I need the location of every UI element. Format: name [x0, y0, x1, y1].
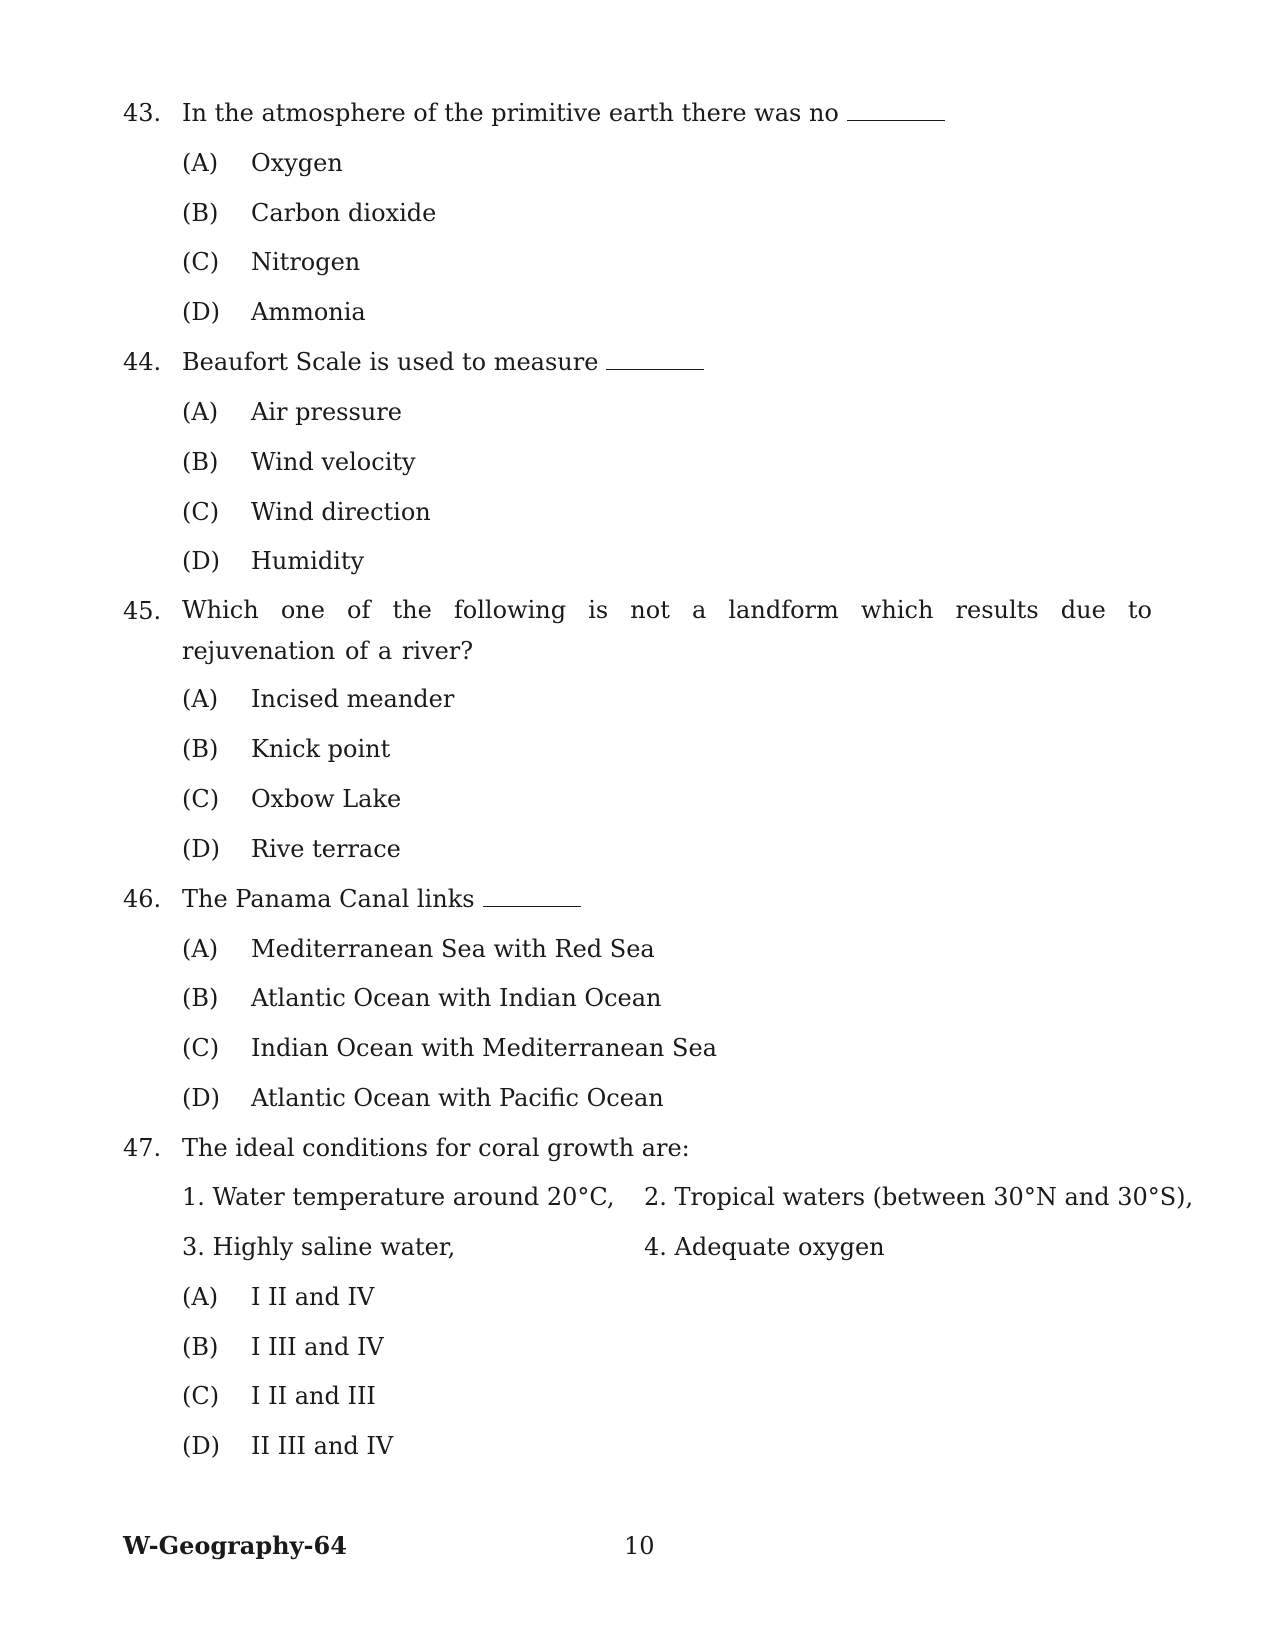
- option-text: I III and IV: [251, 1333, 384, 1361]
- option-label: (B): [182, 448, 219, 476]
- option-text: Humidity: [251, 547, 365, 575]
- option-text: Indian Ocean with Mediterranean Sea: [251, 1034, 717, 1062]
- option-label: (B): [182, 1333, 219, 1361]
- option-label: (C): [182, 1034, 220, 1062]
- option-text: II III and IV: [251, 1432, 394, 1460]
- option-text: Atlantic Ocean with Pacific Ocean: [251, 1084, 664, 1112]
- option-label: (C): [182, 498, 220, 526]
- option-text: Nitrogen: [251, 248, 361, 276]
- condition-statement: 3. Highly saline water,: [182, 1233, 456, 1261]
- option-label: (C): [182, 1382, 220, 1410]
- question-number: 47.: [123, 1134, 162, 1162]
- question-text: The Panama Canal links: [182, 885, 475, 913]
- option-text: Incised meander: [251, 685, 455, 713]
- option-text: Atlantic Ocean with Indian Ocean: [251, 984, 662, 1012]
- page-number: 10: [624, 1532, 655, 1560]
- option-text: I II and III: [251, 1382, 376, 1410]
- option-text: Knick point: [251, 735, 391, 763]
- question-number: 46.: [123, 885, 162, 913]
- option-label: (B): [182, 984, 219, 1012]
- answer-blank: [847, 98, 945, 121]
- option-text: Wind velocity: [251, 448, 416, 476]
- option-label: (C): [182, 785, 220, 813]
- option-label: (A): [182, 149, 219, 177]
- question-text: Which one of the following is not a landform which results due to rejuvenation of a river?: [182, 596, 1152, 665]
- option-label: (B): [182, 735, 219, 763]
- question-text: Beaufort Scale is used to measure: [182, 348, 599, 376]
- question-text-wrap: [182, 98, 945, 128]
- question-text-wrap: [182, 884, 581, 914]
- option-text: Carbon dioxide: [251, 199, 437, 227]
- option-text: Ammonia: [251, 298, 366, 326]
- option-label: (D): [182, 1432, 220, 1460]
- option-label: (B): [182, 199, 219, 227]
- option-text: Mediterranean Sea with Red Sea: [251, 935, 655, 963]
- option-label: (A): [182, 685, 219, 713]
- answer-blank: [606, 347, 704, 370]
- option-label: (A): [182, 398, 219, 426]
- option-label: (A): [182, 1283, 219, 1311]
- option-text: Oxygen: [251, 149, 343, 177]
- option-label: (D): [182, 547, 220, 575]
- question-number: 43.: [123, 99, 162, 127]
- condition-statement: 4. Adequate oxygen: [644, 1233, 885, 1261]
- option-text: Wind direction: [251, 498, 431, 526]
- question-number: 45.: [123, 597, 162, 625]
- condition-statement: 1. Water temperature around 20°C,: [182, 1183, 615, 1211]
- option-text: I II and IV: [251, 1283, 375, 1311]
- option-label: (C): [182, 248, 220, 276]
- paper-code: W-Geography-64: [123, 1531, 347, 1560]
- answer-blank: [483, 884, 581, 907]
- option-text: Rive terrace: [251, 835, 401, 863]
- option-label: (A): [182, 935, 219, 963]
- option-text: Oxbow Lake: [251, 785, 402, 813]
- option-label: (D): [182, 298, 220, 326]
- option-text: Air pressure: [251, 398, 402, 426]
- option-label: (D): [182, 1084, 220, 1112]
- option-label: (D): [182, 835, 220, 863]
- question-text: The ideal conditions for coral growth are:: [182, 1134, 690, 1162]
- condition-statement: 2. Tropical waters (between 30°N and 30°S),: [644, 1183, 1194, 1211]
- question-text: In the atmosphere of the primitive earth there was no: [182, 99, 839, 127]
- question-number: 44.: [123, 348, 162, 376]
- question-text-wrap: [182, 347, 704, 377]
